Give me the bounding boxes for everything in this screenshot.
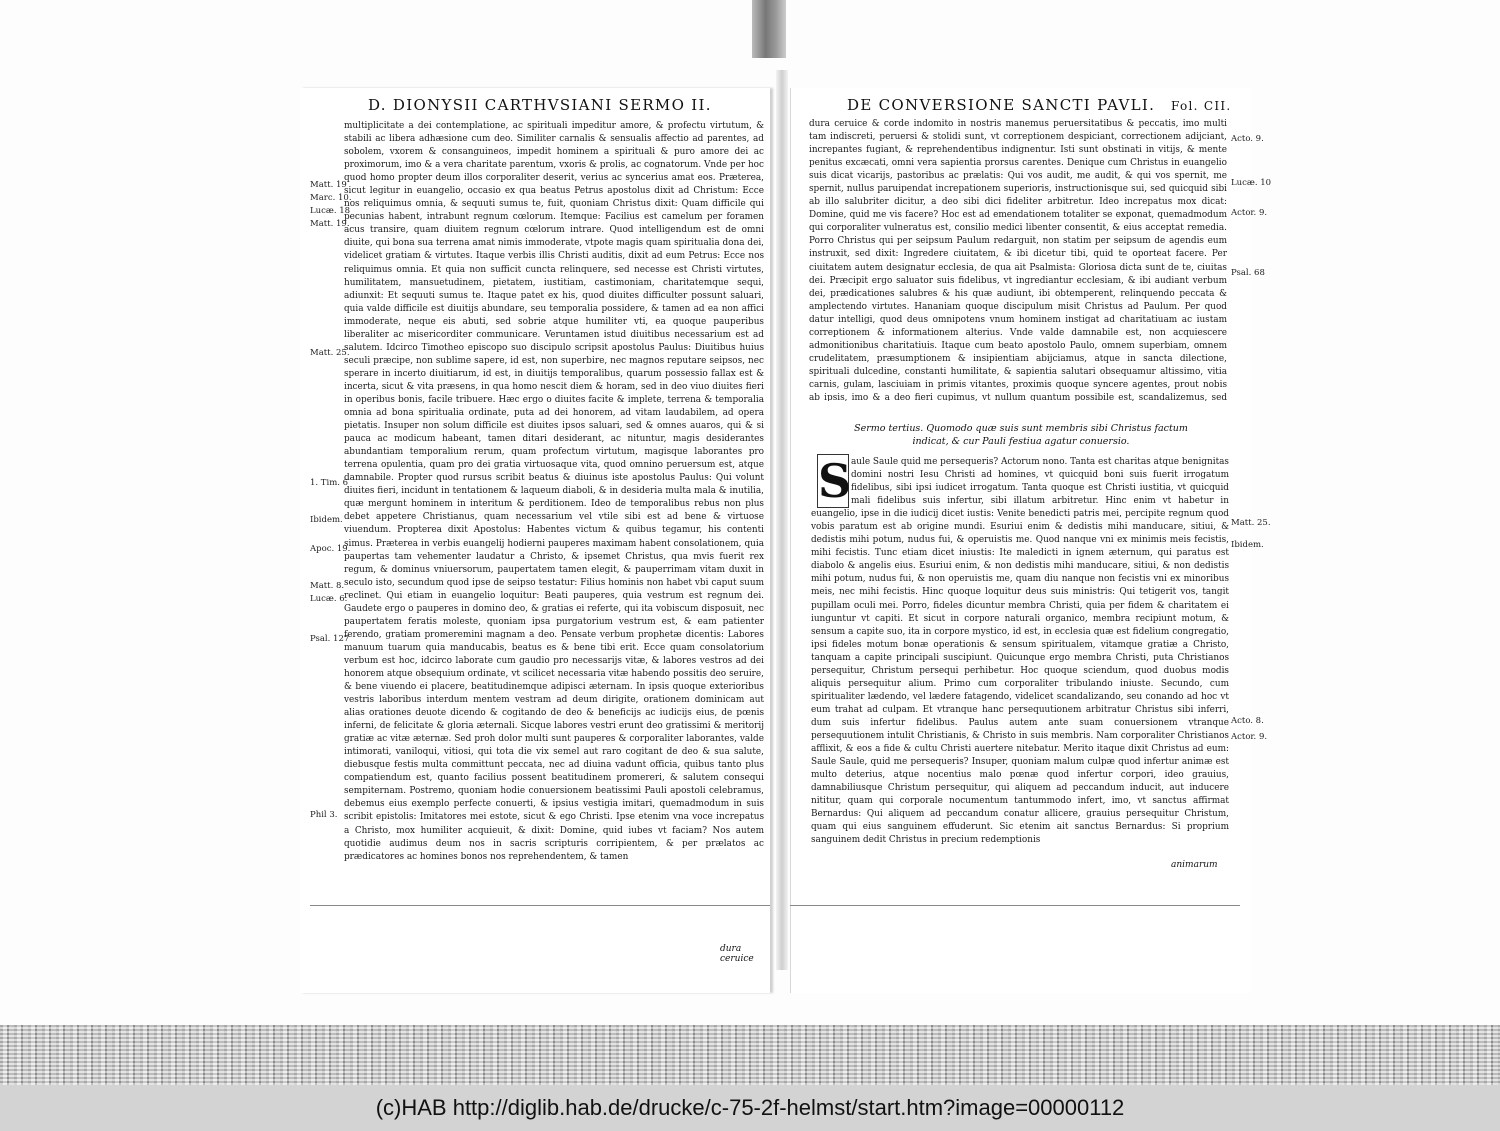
margin-note: Lucæ. 18 — [310, 206, 351, 216]
margin-note: Psal. 68 — [1231, 268, 1265, 278]
right-page — [790, 88, 1272, 993]
left-catchword: dura ceruice — [720, 944, 754, 964]
margin-note: Matt. 19. — [310, 219, 350, 229]
margin-note: Psal. 127 — [310, 634, 350, 644]
margin-note: Matt. 8. — [310, 581, 345, 591]
left-page — [300, 88, 770, 993]
running-head-left: D. DIONYSII CARTHVSIANI SERMO II. — [368, 96, 712, 114]
margin-note: Matt. 19 — [310, 180, 347, 190]
left-body-text: multiplicitate a dei contemplatione, ac spirituali impeditur amore, & profectu virtutum, & stabili ac libera adhæsione cum deo. Similiter carnalis & sensualis affectio ad parentes, ad sobolem, vxorem & consanguineos, impedit hominem a spirituali & puro amore dei ac proximorum, imo & a vera charitate parentum, vxoris & prolis, ac cognatorum. Vnde per hoc quod homo propter deum illos corporaliter deserit, verius ac syncerius amat eos. Præterea, sicut legitur in euangelio, occasio ex qua beatus Petrus apostolus dixit ad Christum: Ecce nos reliquimus omnia, & sequuti sumus te, fuit, quoniam Christus dixit: Quam difficile qui pecunias habent, intrabunt regnum cœlorum. Itemque: Facilius est camelum per foramen acus transire, quam diuitem regnum cœlorum intrare. Quod intelligendum est de omni diuite, qui bona sua terrena amat nimis immoderate, vtpote magis quam spiritualia dona dei, videlicet gratiam & virtutes. Itaque verbis illis Christi auditis, dixit ad eum Petrus: Ecce nos reliquimus omnia. Et quia non sufficit cuncta relinquere, sed necesse est Christi virtutes, humilitatem, mansuetudinem, pietatem, iustitiam, castimoniam, charitatemque sequi, adiunxit: Et sequuti sumus te. Itaque patet ex his, quod diuites difficulter possunt saluari, quia valde difficile est diuitijs abundare, seu temporalia possidere, & tamen ad ea non affici immoderate, neque eis abuti, sed sobrie atque humiliter vti, ea quoque pauperibus liberaliter ac misericorditer communicare. Veruntamen istud diuitibus necessarium est ad salutem. Idcirco Timotheo episcopo suo discipulo scripsit apostolus Paulus: Diuitibus huius seculi præcipe, non sublime sapere, id est, non superbire, nec magnos reputare seipsos, nec sperare in incerto diuitiarum, id est, in diuitijs temporalibus, quarum possessio fallax est & incerta, sicut & vita præsens, in qua homo nescit diem & horam, sed in deo viuo diuites fieri in operibus bonis, facile tribuere. Hæc ergo o diuites facite & implete, terrena & temporalia omnia ad bona spiritualia ordinate, puta ad dei honorem, ad vitam laudabilem, ad opera pietatis. Insuper non solum difficile est diuites ipsos saluari, sed & omnes auaros, qui & si pauca ac modicum habeant, tamen ditari desiderant, ac nituntur, magis desiderantes abundantiam temporalium rerum, quam profectum virtutum, magisque laborantes pro terrena opulentia, quam pro dei gratia virtuosaque vita, quod omnino peruersum est, atque damnabile. Propter quod rursus scribit beatus & diuinus iste apostolus Paulus: Qui volunt diuites fieri, incidunt in tentationem & laqueum diaboli, & in desideria multa mala & inutilia, quæ mergunt hominem in interitum & perditionem. Ideo de temporalibus rebus non plus debet appetere Christianus, quam necessarium vel vtile sibi est ad bene & virtuose viuendum. Propterea dixit Apostolus: Habentes victum & quibus tegamur, his contenti simus. Præterea in verbis euangelij hodierni pauperes maximam habent consolationem, quia paupertas tam vehementer laudatur a Christo, & ipsemet Christus, qua mvis fuerit rex regum, & dominus vniuersorum, paupertatem tamen elegit, & pauperrimam vitam duxit in seculo isto, secundum quod ipse de seipso testatur: Filius hominis non habet vbi caput suum reclinet. Qui etiam in euangelio loquitur: Beati pauperes, quia vestrum est regnum dei. Gaudete ergo o pauperes in domino deo, & gratias ei referte, qui ita vobiscum disposuit, nec paupertatem feratis moleste, quoniam ipsa purgatorium vestrum est, & eam patienter ferendo, gratiam promeremini magnam a deo. Pensate verbum prophetæ dicentis: Labores manuum tuarum quia manducabis, beatus es & bene tibi erit. Ecce quam consolatorium verbum est hoc, idcirco laborate cum gaudio pro necessarijs vitæ, & labores vestros ad dei honorem atque obsequium ordinate, vt scilicet necessaria vitæ habendo possitis deo seruire, & bene viuendo ei placere, beatitudinemque adipisci æternam. In ipsis quoque exterioribus vestris laboribus interdum mentem vestram ad deum dirigite, orationem dominicam aut alias orationes deuote dicendo & cogitando de deo & beneficijs ac iudicijs eius, de pœnis inferni, de felicitate & gloria æternali. Sicque labores vestri erunt deo gratissimi & meritorij gratiæ ac vitæ æternæ. Sed proh dolor multi sunt pauperes & corporaliter laborantes, valde intimorati, vaniloqui, vitiosi, qui tota die vix semel aut raro cogitant de deo & sua salute, diebusque festis multa committunt peccata, nec ad diuina vadunt officia, quibus tanto plus compatiendum est, quanto facilius possent beatitudinem promereri, & salutem consequi sempiternam. Postremo, quoniam hodie conuersionem beatissimi Pauli apostoli celebramus, debemus eius exemplo perfecte conuerti, & ipsius vestigia imitari, quemadmodum in suis scribit epistolis: Imitatores mei estote, sicut & ego Christi. Ipse etenim vna voce increpatus a Christo, mox humiliter acquieuit, & dixit: Domine, quid iubes vt faciam? Nos autem quotidie audimus deum nos in sacris scripturis corripientem, & per prælatos ac prædicatores ac homines bonos nos reprehendentem, & tamen — [344, 121, 764, 862]
scan-bottom-band — [0, 1025, 1500, 1085]
margin-note: Ibidem. — [1231, 540, 1264, 550]
copyright-footer — [0, 1085, 1500, 1131]
margin-note: 1. Tim. 6 — [310, 478, 349, 488]
drop-cap: S — [818, 454, 852, 508]
margin-note: Apoc. 19. — [310, 544, 351, 554]
right-margin-notes — [1231, 120, 1272, 940]
margin-note: Acto. 8. — [1231, 716, 1264, 726]
margin-note: Marc. 10. — [310, 193, 352, 203]
left-page-bottom-edge — [310, 905, 770, 906]
right-body-text-a: dura ceruice & corde indomito in nostris manemus peruersitatibus & peccatis, imo multi tam indiscreti, peruersi & stolidi sunt, vt correptionem despiciant, correctionem adijciant, increpantes fugiant, & reprehendentibus indignentur. Isti sunt obstinati in vitijs, & mente penitus excæcati, omni vera sapientia prorsus carentes. Denique cum Christus in euangelio suis dicat vicarijs, pastoribus ac prælatis: Qui vos audit, me audit, & qui vos spernit, me spernit, nullus paruipendat increpationem superioris, instructionisque sui, sed quicquid sibi ab illo salubriter dicitur, a deo sibi dici fideliter arbitretur. Ideo increpatus mox dicat: Domine, quid me vis facere? Hoc est ad emendationem totaliter se exponat, quemadmodum qui corporaliter vulneratus est, consilio medici libenter consentit, & eius acceptat remedia. Porro Christus qui per seipsum Paulum redarguit, non statim per seipsum de agendis eum instruxit, sed dixit: Ingredere ciuitatem, & ibi dicetur tibi, quid te oporteat facere. Per ciuitatem autem designatur ecclesia, de qua ait Psalmista: Gloriosa dicta sunt de te, ciuitas dei. Præcipit ergo saluator suis fidelibus, vt ingrediantur ecclesiam, & ibi audiant verbum dei, prædicationes salubres & his quæ audiunt, ibi obtemperent, relinquendo peccata & amplectendo virtutes. Hananiam quoque discipulum misit Christus ad Paulum. Per quod datur intelligi, quod deus omnipotens vnum hominem instigat ad charitatiuam ac iustam correptionem & informationem alterius. Vnde valde damnabile est, non acquiescere admonitionibus charitatiuis. Itaque cum beato apostolo Paulo, omnem superbiam, omnem crudelitatem, præsumptionem & insipientiam abijciamus, atque in sancta dilectione, spirituali dulcedine, constanti humilitate, & sapientia salutari obsequamur altissimo, vitia carnis, gulam, lasciuiam in primis vitantes, proximis quoque syncere agentes, prout nobis ab ipsis, imo & a deo fieri cupimus, vt nullum quantum possibile est, scandalizemus, sed — [809, 119, 1227, 401]
margin-note: Matt. 25. — [310, 348, 350, 358]
right-page-bottom-edge — [790, 905, 1240, 906]
right-catchword: animarum — [1171, 860, 1218, 870]
sermon-heading: Sermo tertius. Quomodo quæ suis sunt membris sibi Christus factum indicat, & cur Pauli festiua agatur conuersio. — [854, 423, 1188, 447]
margin-note: Actor. 9. — [1231, 208, 1268, 218]
margin-note: Actor. 9. — [1231, 732, 1268, 742]
margin-note: Lucæ. 6. — [310, 594, 348, 604]
right-body-text-b: aule Saule quid me persequeris? Actorum nono. Tanta est charitas atque benignitas domini nostri Iesu Christi ad homines, vt quicquid boni suis fuerit irrogatum fidelibus, sibi ipsi iudicet irrogatum. Tanta quoque est Christi iustitia, vt quicquid mali fidelibus suis infertur, sibi illatum arbitretur. Hinc enim vt habetur in euangelio, ipse in die iudicij dicet iustis: Venite benedicti patris mei, percipite regnum quod vobis paratum est ab origine mundi. Esuriui enim & dedistis mihi manducare, sitiui, & dedistis mihi potum, nudus fui, & operuistis me. Quod nanque vni ex minimis meis fecistis, mihi fecistis. Tunc etiam dicet iniustis: Ite maledicti in ignem æternum, qui paratus est diabolo & angelis eius. Esuriui enim, & non dedistis mihi manducare, sitiui, & non dedistis mihi potum, nudus fui, & non operuistis me, quam diu nanque non fecistis vni ex minoribus meis, nec mihi fecistis. Hinc quoque loquitur deus suis ministris: Qui tetigerit vos, tangit pupillam oculi mei. Porro, fideles dicuntur membra Christi, quia per fidem & charitatem ei iunguntur vt capiti. Et sicut in corpore naturali organico, membra recipiunt motum, & sensum a capite suo, ita in corpore mystico, id est, in ecclesia quæ est fidelium congregatio, ipsi fideles motum bonæ operationis & sensum spiritualem, vitamque gratiæ a Christo, tanquam a capite principali suscipiunt. Quicunque ergo membra Christi, puta Christianos persequitur, Christum persequi perhibetur. Hoc quoque sciendum, quod duobus modis aliquis persequitur alium. Primo cum corporaliter tribulando iniuste. Secundo, cum spiritualiter lædendo, vel lædere fatagendo, videlicet scandalizando, seu conando ad hoc vt eum trahat ad culpam. Et vtranque hanc persequutionem arbitratur Christus sibi inferri, dum suis infertur fidelibus. Paulus autem ante suam conuersionem vtranque persequutionem intulit Christianis, & Christo in suis membris. Nam corporaliter Christianos afflixit, & eos a fide & cultu Christi auertere nitebatur. Merito itaque dixit Christus ad eum: Saule Saule, quid me persequeris? Insuper, quoniam malum culpæ quod infertur animæ est multo deterius, atque nocentius malo pœnæ quod infertur corpori, ideo grauius, damnabiliusque Christum persequitur, qui aliquem ad peccandum inducit, aut inducere nititur, quam qui corporale nocumentum tantummodo infert, imo, vt sanctus affirmat Bernardus: Qui aliquem ad peccandum conatur allicere, grauius persequitur Christum, quam qui eius sanguinem effuderunt. Sic etenim ait sanctus Bernardus: Si proprium sanguinem dedit Christus in precium redemptionis — [811, 457, 1229, 846]
footer-text: (c)HAB http://diglib.hab.de/drucke/c-75-2f-helmst/start.htm?image=00000112 — [375, 1095, 1125, 1120]
margin-note: Ibidem. — [310, 515, 343, 525]
book-spine — [776, 70, 788, 970]
folio-number: Fol. CII. — [1171, 99, 1232, 113]
margin-note: Matt. 25. — [1231, 518, 1271, 528]
margin-note: Phil 3. — [310, 810, 338, 820]
margin-note: Acto. 9. — [1231, 134, 1264, 144]
margin-note: Lucæ. 10 — [1231, 178, 1272, 188]
running-head-right: DE CONVERSIONE SANCTI PAVLI. — [847, 96, 1156, 114]
binding-clip — [752, 0, 786, 58]
